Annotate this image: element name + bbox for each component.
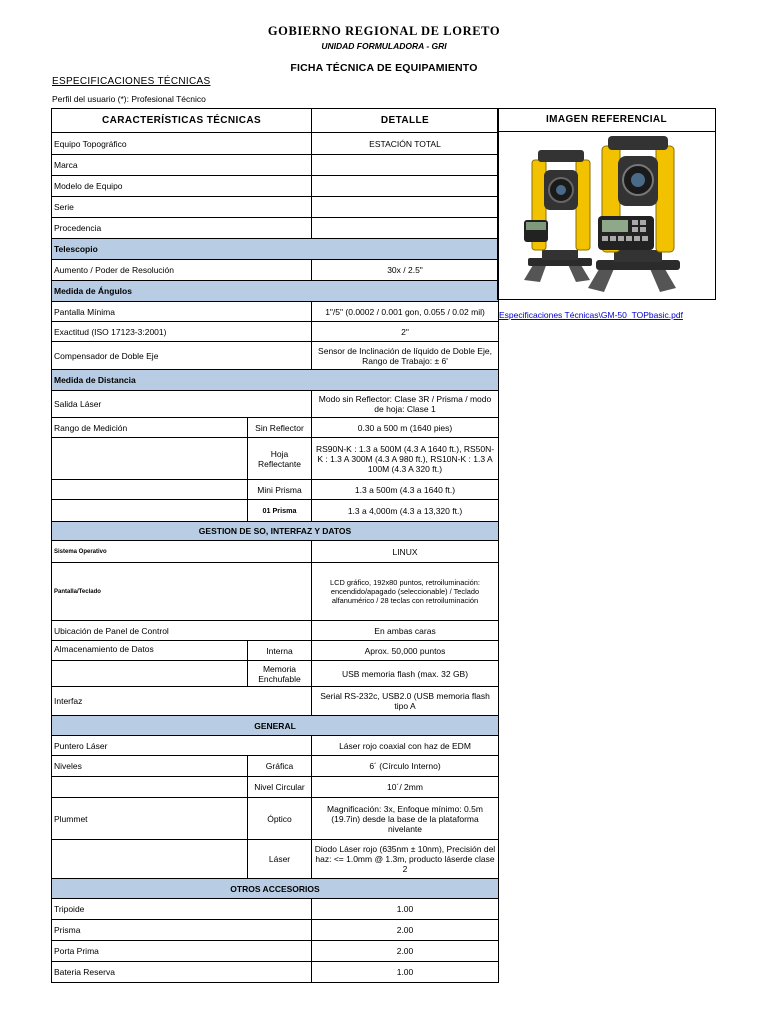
table-row [52, 661, 499, 687]
row-value [312, 218, 499, 239]
row-value: LCD gráfico, 192x80 puntos, retroiluminación: encendido/apagado (seleccionable) / Teclado alfanumérico / 28 teclas con retroiluminación [312, 563, 499, 621]
section-header-gestion: GESTION DE SO, INTERFAZ Y DATOS [52, 522, 499, 541]
row-label: Equipo Topográfico [52, 133, 312, 155]
table-row [52, 176, 499, 197]
row-value: 2.00 [312, 920, 499, 941]
table-row [52, 322, 499, 342]
unit-subtitle: UNIDAD FORMULADORA - GRI [321, 41, 447, 51]
table-row [52, 155, 499, 176]
row-label: Modelo de Equipo [52, 176, 312, 197]
row-label-empty [52, 438, 248, 480]
row-label-empty [52, 661, 248, 687]
row-sublabel: Óptico [248, 798, 312, 840]
specs-heading: ESPECIFICACIONES TÉCNICAS [52, 76, 211, 87]
row-value: 2.00 [312, 941, 499, 962]
col-header-features: CARACTERÍSTICAS TÉCNICAS [52, 109, 312, 133]
row-value: Diodo Láser rojo (635nm ± 10nm), Precisión del haz: <= 1.0mm @ 1.3m, producto láserde clase 2 [312, 840, 499, 879]
table-row [52, 899, 499, 920]
row-value: En ambas caras [312, 621, 499, 641]
table-row [52, 541, 499, 563]
row-label: Compensador de Doble Eje [52, 342, 312, 370]
row-value: 30x / 2.5" [312, 260, 499, 281]
table-row [52, 500, 499, 522]
row-label: Tripoide [52, 899, 312, 920]
row-value [312, 197, 499, 218]
row-label: Sistema Operativo [52, 541, 312, 563]
col-header-detail: DETALLE [312, 109, 499, 133]
table-row [52, 302, 499, 322]
section-header-general: GENERAL [52, 716, 499, 736]
table-row [52, 260, 499, 281]
section-header-angulos: Medida de Ángulos [52, 281, 499, 302]
row-value: Modo sin Reflector: Clase 3R / Prisma / modo de hoja: Clase 1 [312, 391, 499, 418]
table-row [52, 480, 499, 500]
row-sublabel: Sin Reflector [248, 418, 312, 438]
row-label: Serie [52, 197, 312, 218]
table-row [52, 621, 499, 641]
section-header-telescopio: Telescopio [52, 239, 499, 260]
table-row [52, 920, 499, 941]
table-row [52, 798, 499, 840]
row-value: Magnificación: 3x, Enfoque mínimo: 0.5m (19.7in) desde la base de la plataforma nivelante [312, 798, 499, 840]
row-value: ESTACIÓN TOTAL [312, 133, 499, 155]
table-row [52, 777, 499, 798]
row-label: Porta Prima [52, 941, 312, 962]
row-sublabel: Gráfica [248, 756, 312, 777]
section-header-distancia: Medida de Distancia [52, 370, 499, 391]
row-value: Sensor de Inclinación de líquido de Doble Eje, Rango de Trabajo: ± 6' [312, 342, 499, 370]
row-value: 1.3 a 500m (4.3 a 1640 ft.) [312, 480, 499, 500]
row-value: LINUX [312, 541, 499, 563]
table-row [52, 391, 499, 418]
row-value: USB memoria flash (max. 32 GB) [312, 661, 499, 687]
row-value: Láser rojo coaxial con haz de EDM [312, 736, 499, 756]
total-station-instrument-icon [498, 132, 715, 299]
row-value: 10´/ 2mm [312, 777, 499, 798]
row-sublabel: Mini Prisma [248, 480, 312, 500]
table-row [52, 641, 499, 661]
table-row [52, 133, 499, 155]
row-label: Marca [52, 155, 312, 176]
table-row [52, 840, 499, 879]
row-label: Aumento / Poder de Resolución [52, 260, 312, 281]
row-label-empty [52, 777, 248, 798]
row-sublabel: Nivel Circular [248, 777, 312, 798]
row-value: 6´ (Círculo Interno) [312, 756, 499, 777]
row-value: 1"/5" (0.0002 / 0.001 gon, 0.055 / 0.02 mil) [312, 302, 499, 322]
row-label-empty [52, 840, 248, 879]
row-sublabel: Memoria Enchufable [248, 661, 312, 687]
table-row [52, 687, 499, 716]
table-row [52, 418, 499, 438]
table-row [52, 941, 499, 962]
row-sublabel: Interna [248, 641, 312, 661]
document-title: FICHA TÉCNICA DE EQUIPAMIENTO [290, 62, 478, 74]
row-label: Interfaz [52, 687, 312, 716]
table-row [52, 438, 499, 480]
row-label: Niveles [52, 756, 248, 777]
row-label: Pantalla Mínima [52, 302, 312, 322]
row-value: Serial RS-232c, USB2.0 (USB memoria flash tipo A [312, 687, 499, 716]
section-header-otros: OTROS ACCESORIOS [52, 879, 499, 899]
row-value: 2" [312, 322, 499, 342]
table-row [52, 563, 499, 621]
specs-table [51, 108, 499, 983]
table-row [52, 342, 499, 370]
col-header-image: IMAGEN REFERENCIAL [498, 109, 715, 132]
reference-image-panel [497, 108, 716, 300]
row-sublabel: 01 Prisma [248, 500, 312, 522]
table-row [52, 756, 499, 777]
row-value: 1.3 a 4,000m (4.3 a 13,320 ft.) [312, 500, 499, 522]
table-row [52, 218, 499, 239]
row-value [312, 176, 499, 197]
spec-pdf-link[interactable]: Especificaciones Técnicas\GM-50_TOPbasic.pdf [499, 310, 683, 320]
row-value: Aprox. 50,000 puntos [312, 641, 499, 661]
row-label: Ubicación de Panel de Control [52, 621, 312, 641]
row-label: Rango de Medición [52, 418, 248, 438]
row-label: Bateria Reserva [52, 962, 312, 983]
row-value [312, 155, 499, 176]
row-sublabel: Hoja Reflectante [248, 438, 312, 480]
row-value: 1.00 [312, 899, 499, 920]
row-label: Prisma [52, 920, 312, 941]
row-label: Exactitud (ISO 17123-3:2001) [52, 322, 312, 342]
table-row [52, 962, 499, 983]
row-value: 1.00 [312, 962, 499, 983]
user-profile: Perfil del usuario (*): Profesional Técnico [52, 94, 206, 104]
row-label-empty [52, 500, 248, 522]
table-row [52, 736, 499, 756]
row-label: Salida Láser [52, 391, 312, 418]
row-label: Plummet [52, 798, 248, 840]
row-value: 0.30 a 500 m (1640 pies) [312, 418, 499, 438]
row-label: Puntero Láser [52, 736, 312, 756]
org-title: GOBIERNO REGIONAL DE LORETO [267, 24, 501, 38]
row-label: Procedencia [52, 218, 312, 239]
row-label: Pantalla/Teclado [52, 563, 312, 621]
row-label-empty [52, 480, 248, 500]
row-sublabel: Láser [248, 840, 312, 879]
row-label: Almacenamiento de Datos [52, 641, 248, 661]
row-value: RS90N-K : 1.3 a 500M (4.3 A 1640 ft.), RS50N-K : 1.3 A 300M (4.3 A 980 ft.), RS10N-K : 1.3 A 100M (4.3 A 320 ft.) [312, 438, 499, 480]
table-row [52, 197, 499, 218]
